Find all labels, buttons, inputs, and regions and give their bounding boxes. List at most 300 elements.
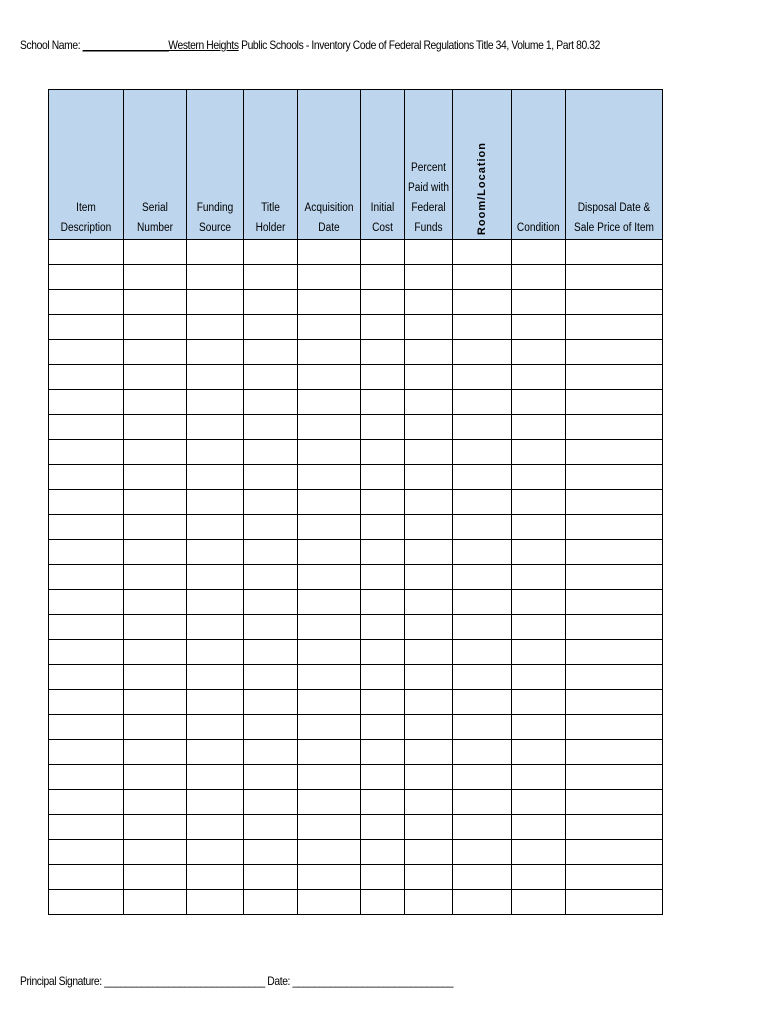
table-cell[interactable] xyxy=(244,765,298,790)
table-cell[interactable] xyxy=(512,390,566,415)
table-cell[interactable] xyxy=(49,890,124,915)
table-cell[interactable] xyxy=(124,340,187,365)
table-cell[interactable] xyxy=(512,490,566,515)
table-cell[interactable] xyxy=(361,790,405,815)
date-label: Date: xyxy=(264,974,293,988)
table-cell[interactable] xyxy=(453,365,512,390)
date-field[interactable]: ______________________________ xyxy=(292,974,454,988)
table-cell[interactable] xyxy=(512,615,566,640)
table-cell[interactable] xyxy=(187,440,244,465)
table-cell[interactable] xyxy=(512,315,566,340)
table-cell[interactable] xyxy=(124,465,187,490)
table-cell[interactable] xyxy=(405,590,453,615)
school-name-field[interactable]: ________________Western Heights xyxy=(82,38,239,52)
table-cell[interactable] xyxy=(361,290,405,315)
table-cell[interactable] xyxy=(124,790,187,815)
table-row xyxy=(49,415,663,440)
table-cell[interactable] xyxy=(187,865,244,890)
table-cell[interactable] xyxy=(124,415,187,440)
table-cell[interactable] xyxy=(298,790,361,815)
table-cell[interactable] xyxy=(566,765,663,790)
table-cell[interactable] xyxy=(512,890,566,915)
column-header-serial-number: Serial Number xyxy=(124,90,187,240)
table-cell[interactable] xyxy=(49,415,124,440)
table-cell[interactable] xyxy=(298,615,361,640)
table-cell[interactable] xyxy=(124,890,187,915)
table-cell[interactable] xyxy=(566,590,663,615)
table-cell[interactable] xyxy=(187,815,244,840)
table-cell[interactable] xyxy=(405,840,453,865)
table-cell[interactable] xyxy=(361,265,405,290)
table-cell[interactable] xyxy=(124,740,187,765)
table-cell[interactable] xyxy=(512,765,566,790)
table-cell[interactable] xyxy=(244,865,298,890)
table-cell[interactable] xyxy=(512,565,566,590)
table-cell[interactable] xyxy=(187,265,244,290)
table-cell[interactable] xyxy=(124,315,187,340)
table-cell[interactable] xyxy=(453,315,512,340)
table-cell[interactable] xyxy=(453,440,512,465)
table-cell[interactable] xyxy=(512,740,566,765)
table-cell[interactable] xyxy=(244,615,298,640)
table-cell[interactable] xyxy=(405,690,453,715)
table-cell[interactable] xyxy=(361,390,405,415)
table-cell[interactable] xyxy=(298,290,361,315)
table-cell[interactable] xyxy=(244,240,298,265)
table-cell[interactable] xyxy=(361,740,405,765)
table-cell[interactable] xyxy=(405,290,453,315)
table-cell[interactable] xyxy=(361,340,405,365)
table-cell[interactable] xyxy=(453,515,512,540)
table-cell[interactable] xyxy=(453,465,512,490)
table-cell[interactable] xyxy=(405,615,453,640)
table-cell[interactable] xyxy=(244,740,298,765)
table-cell[interactable] xyxy=(512,365,566,390)
table-cell[interactable] xyxy=(124,290,187,315)
table-cell[interactable] xyxy=(187,840,244,865)
table-cell[interactable] xyxy=(187,640,244,665)
table-cell[interactable] xyxy=(453,615,512,640)
table-cell[interactable] xyxy=(187,765,244,790)
table-cell[interactable] xyxy=(298,240,361,265)
table-cell[interactable] xyxy=(566,315,663,340)
table-cell[interactable] xyxy=(405,665,453,690)
table-cell[interactable] xyxy=(566,790,663,815)
table-cell[interactable] xyxy=(512,340,566,365)
table-cell[interactable] xyxy=(566,665,663,690)
table-cell[interactable] xyxy=(566,715,663,740)
table-cell[interactable] xyxy=(405,415,453,440)
table-cell[interactable] xyxy=(405,515,453,540)
table-cell[interactable] xyxy=(244,640,298,665)
table-cell[interactable] xyxy=(187,240,244,265)
table-cell[interactable] xyxy=(187,515,244,540)
table-cell[interactable] xyxy=(124,615,187,640)
table-cell[interactable] xyxy=(512,715,566,740)
table-cell[interactable] xyxy=(187,565,244,590)
table-cell[interactable] xyxy=(405,240,453,265)
table-cell[interactable] xyxy=(244,690,298,715)
table-cell[interactable] xyxy=(298,740,361,765)
table-cell[interactable] xyxy=(361,515,405,540)
table-cell[interactable] xyxy=(124,265,187,290)
table-cell[interactable] xyxy=(566,515,663,540)
table-cell[interactable] xyxy=(361,640,405,665)
table-row xyxy=(49,640,663,665)
table-cell[interactable] xyxy=(298,840,361,865)
table-cell[interactable] xyxy=(124,765,187,790)
table-cell[interactable] xyxy=(298,565,361,590)
table-cell[interactable] xyxy=(453,540,512,565)
table-cell[interactable] xyxy=(361,840,405,865)
table-cell[interactable] xyxy=(512,265,566,290)
table-cell[interactable] xyxy=(244,390,298,415)
table-cell[interactable] xyxy=(49,640,124,665)
table-cell[interactable] xyxy=(49,740,124,765)
table-cell[interactable] xyxy=(512,515,566,540)
table-cell[interactable] xyxy=(298,590,361,615)
table-cell[interactable] xyxy=(298,765,361,790)
table-cell[interactable] xyxy=(244,790,298,815)
table-cell[interactable] xyxy=(512,590,566,615)
table-cell[interactable] xyxy=(244,890,298,915)
table-cell[interactable] xyxy=(453,665,512,690)
table-cell[interactable] xyxy=(361,490,405,515)
table-cell[interactable] xyxy=(512,465,566,490)
table-cell[interactable] xyxy=(453,565,512,590)
table-cell[interactable] xyxy=(512,690,566,715)
table-cell[interactable] xyxy=(453,765,512,790)
table-cell[interactable] xyxy=(244,565,298,590)
table-cell[interactable] xyxy=(453,840,512,865)
table-cell[interactable] xyxy=(405,565,453,590)
table-cell[interactable] xyxy=(453,715,512,740)
column-header-funding-source: Funding Source xyxy=(187,90,244,240)
table-cell[interactable] xyxy=(361,815,405,840)
table-cell[interactable] xyxy=(49,440,124,465)
table-cell[interactable] xyxy=(566,815,663,840)
table-cell[interactable] xyxy=(453,240,512,265)
footer-line xyxy=(20,974,453,988)
table-cell[interactable] xyxy=(49,290,124,315)
table-cell[interactable] xyxy=(244,715,298,740)
table-cell[interactable] xyxy=(453,640,512,665)
table-cell[interactable] xyxy=(453,690,512,715)
table-cell[interactable] xyxy=(244,515,298,540)
table-cell[interactable] xyxy=(124,490,187,515)
table-cell[interactable] xyxy=(49,490,124,515)
table-cell[interactable] xyxy=(512,840,566,865)
table-cell[interactable] xyxy=(405,465,453,490)
table-cell[interactable] xyxy=(361,240,405,265)
table-cell[interactable] xyxy=(244,490,298,515)
table-cell[interactable] xyxy=(566,615,663,640)
table-cell[interactable] xyxy=(405,715,453,740)
table-cell[interactable] xyxy=(187,740,244,765)
table-cell[interactable] xyxy=(298,490,361,515)
table-cell[interactable] xyxy=(124,390,187,415)
table-cell[interactable] xyxy=(405,815,453,840)
table-cell[interactable] xyxy=(49,790,124,815)
table-cell[interactable] xyxy=(124,815,187,840)
table-cell[interactable] xyxy=(566,340,663,365)
table-cell[interactable] xyxy=(566,365,663,390)
table-cell[interactable] xyxy=(124,565,187,590)
table-cell[interactable] xyxy=(49,265,124,290)
table-cell[interactable] xyxy=(566,740,663,765)
table-cell[interactable] xyxy=(244,290,298,315)
principal-signature-field[interactable]: ______________________________ xyxy=(104,974,265,988)
table-cell[interactable] xyxy=(512,865,566,890)
table-cell[interactable] xyxy=(187,340,244,365)
table-cell[interactable] xyxy=(244,465,298,490)
table-cell[interactable] xyxy=(298,540,361,565)
table-cell[interactable] xyxy=(187,540,244,565)
table-cell[interactable] xyxy=(453,290,512,315)
table-cell[interactable] xyxy=(298,690,361,715)
table-cell[interactable] xyxy=(566,390,663,415)
table-cell[interactable] xyxy=(512,290,566,315)
table-cell[interactable] xyxy=(298,365,361,390)
table-cell[interactable] xyxy=(298,815,361,840)
table-cell[interactable] xyxy=(453,265,512,290)
table-cell[interactable] xyxy=(49,365,124,390)
table-cell[interactable] xyxy=(405,265,453,290)
table-cell[interactable] xyxy=(244,540,298,565)
table-cell[interactable] xyxy=(187,315,244,340)
table-cell[interactable] xyxy=(566,490,663,515)
table-cell[interactable] xyxy=(361,690,405,715)
table-cell[interactable] xyxy=(361,440,405,465)
table-cell[interactable] xyxy=(187,415,244,440)
table-cell[interactable] xyxy=(49,765,124,790)
table-cell[interactable] xyxy=(512,665,566,690)
column-header-disposal: Disposal Date & Sale Price of Item xyxy=(566,90,663,240)
table-cell[interactable] xyxy=(405,640,453,665)
table-row xyxy=(49,765,663,790)
table-cell[interactable] xyxy=(298,465,361,490)
table-row xyxy=(49,615,663,640)
table-cell[interactable] xyxy=(244,840,298,865)
table-cell[interactable] xyxy=(512,415,566,440)
table-cell[interactable] xyxy=(405,340,453,365)
table-cell[interactable] xyxy=(512,540,566,565)
table-cell[interactable] xyxy=(49,515,124,540)
table-cell[interactable] xyxy=(124,640,187,665)
table-cell[interactable] xyxy=(187,715,244,740)
table-cell[interactable] xyxy=(298,640,361,665)
table-cell[interactable] xyxy=(49,815,124,840)
table-row xyxy=(49,265,663,290)
table-cell[interactable] xyxy=(49,665,124,690)
table-cell[interactable] xyxy=(566,565,663,590)
table-cell[interactable] xyxy=(453,415,512,440)
table-cell[interactable] xyxy=(512,240,566,265)
table-cell[interactable] xyxy=(566,290,663,315)
table-cell[interactable] xyxy=(244,665,298,690)
table-cell[interactable] xyxy=(244,590,298,615)
header-line xyxy=(20,38,600,52)
table-cell[interactable] xyxy=(512,640,566,665)
table-cell[interactable] xyxy=(298,415,361,440)
table-cell[interactable] xyxy=(405,540,453,565)
table-cell[interactable] xyxy=(49,865,124,890)
table-cell[interactable] xyxy=(187,615,244,640)
table-cell[interactable] xyxy=(361,765,405,790)
table-cell[interactable] xyxy=(298,865,361,890)
table-cell[interactable] xyxy=(187,390,244,415)
table-row xyxy=(49,815,663,840)
table-cell[interactable] xyxy=(566,415,663,440)
table-cell[interactable] xyxy=(453,865,512,890)
table-cell[interactable] xyxy=(361,615,405,640)
table-row xyxy=(49,565,663,590)
table-cell[interactable] xyxy=(566,865,663,890)
table-row xyxy=(49,290,663,315)
table-cell[interactable] xyxy=(405,440,453,465)
table-cell[interactable] xyxy=(244,415,298,440)
column-header-title-holder: Title Holder xyxy=(244,90,298,240)
table-cell[interactable] xyxy=(124,590,187,615)
table-cell[interactable] xyxy=(405,890,453,915)
table-cell[interactable] xyxy=(566,265,663,290)
table-cell[interactable] xyxy=(49,615,124,640)
table-cell[interactable] xyxy=(361,540,405,565)
table-cell[interactable] xyxy=(187,290,244,315)
table-cell[interactable] xyxy=(405,365,453,390)
table-cell[interactable] xyxy=(49,590,124,615)
table-cell[interactable] xyxy=(124,540,187,565)
table-row xyxy=(49,840,663,865)
table-cell[interactable] xyxy=(405,865,453,890)
table-cell[interactable] xyxy=(361,415,405,440)
table-cell[interactable] xyxy=(512,440,566,465)
table-cell[interactable] xyxy=(566,690,663,715)
table-cell[interactable] xyxy=(244,365,298,390)
table-cell[interactable] xyxy=(405,765,453,790)
table-cell[interactable] xyxy=(244,815,298,840)
table-cell[interactable] xyxy=(49,840,124,865)
table-cell[interactable] xyxy=(566,840,663,865)
table-row xyxy=(49,690,663,715)
table-cell[interactable] xyxy=(361,865,405,890)
table-cell[interactable] xyxy=(566,640,663,665)
table-cell[interactable] xyxy=(124,840,187,865)
table-cell[interactable] xyxy=(244,440,298,465)
table-cell[interactable] xyxy=(405,390,453,415)
table-cell[interactable] xyxy=(453,790,512,815)
table-cell[interactable] xyxy=(187,890,244,915)
table-row xyxy=(49,865,663,890)
table-cell[interactable] xyxy=(298,665,361,690)
table-cell[interactable] xyxy=(298,715,361,740)
table-cell[interactable] xyxy=(453,590,512,615)
table-cell[interactable] xyxy=(49,465,124,490)
table-cell[interactable] xyxy=(49,240,124,265)
table-cell[interactable] xyxy=(244,315,298,340)
column-header-initial-cost: Initial Cost xyxy=(361,90,405,240)
table-cell[interactable] xyxy=(512,790,566,815)
table-cell[interactable] xyxy=(453,815,512,840)
table-cell[interactable] xyxy=(566,440,663,465)
table-cell[interactable] xyxy=(566,890,663,915)
table-cell[interactable] xyxy=(361,590,405,615)
table-cell[interactable] xyxy=(361,565,405,590)
table-cell[interactable] xyxy=(124,865,187,890)
table-cell[interactable] xyxy=(361,715,405,740)
table-cell[interactable] xyxy=(49,340,124,365)
table-cell[interactable] xyxy=(49,390,124,415)
table-cell[interactable] xyxy=(187,665,244,690)
table-row xyxy=(49,740,663,765)
inventory-table xyxy=(48,89,663,915)
table-cell[interactable] xyxy=(453,490,512,515)
table-cell[interactable] xyxy=(187,465,244,490)
table-cell[interactable] xyxy=(49,315,124,340)
table-cell[interactable] xyxy=(361,315,405,340)
table-cell[interactable] xyxy=(124,365,187,390)
table-cell[interactable] xyxy=(244,340,298,365)
header-title: Public Schools - Inventory Code of Federal Regulations Title 34, Volume 1, Part 80.32 xyxy=(238,38,601,52)
column-header-percent-federal: Percent Paid with Federal Funds xyxy=(405,90,453,240)
table-cell[interactable] xyxy=(187,365,244,390)
table-cell[interactable] xyxy=(512,815,566,840)
table-cell[interactable] xyxy=(453,390,512,415)
table-cell[interactable] xyxy=(49,565,124,590)
table-cell[interactable] xyxy=(298,515,361,540)
table-cell[interactable] xyxy=(244,265,298,290)
table-cell[interactable] xyxy=(453,890,512,915)
table-cell[interactable] xyxy=(49,540,124,565)
table-cell[interactable] xyxy=(453,740,512,765)
table-cell[interactable] xyxy=(187,790,244,815)
table-cell[interactable] xyxy=(453,340,512,365)
table-cell[interactable] xyxy=(566,240,663,265)
table-cell[interactable] xyxy=(298,340,361,365)
table-row xyxy=(49,465,663,490)
table-cell[interactable] xyxy=(187,590,244,615)
table-cell[interactable] xyxy=(566,465,663,490)
table-cell[interactable] xyxy=(405,490,453,515)
table-cell[interactable] xyxy=(124,690,187,715)
table-cell[interactable] xyxy=(361,465,405,490)
table-cell[interactable] xyxy=(49,715,124,740)
table-cell[interactable] xyxy=(361,890,405,915)
table-row xyxy=(49,240,663,265)
table-cell[interactable] xyxy=(298,890,361,915)
table-cell[interactable] xyxy=(49,690,124,715)
table-cell[interactable] xyxy=(124,240,187,265)
table-cell[interactable] xyxy=(187,690,244,715)
table-cell[interactable] xyxy=(361,365,405,390)
table-row xyxy=(49,790,663,815)
table-cell[interactable] xyxy=(298,390,361,415)
table-cell[interactable] xyxy=(124,515,187,540)
table-cell[interactable] xyxy=(405,740,453,765)
table-cell[interactable] xyxy=(298,265,361,290)
table-cell[interactable] xyxy=(566,540,663,565)
table-row xyxy=(49,590,663,615)
table-cell[interactable] xyxy=(405,315,453,340)
table-cell[interactable] xyxy=(124,715,187,740)
table-cell[interactable] xyxy=(298,440,361,465)
table-cell[interactable] xyxy=(298,315,361,340)
table-cell[interactable] xyxy=(361,665,405,690)
table-cell[interactable] xyxy=(124,665,187,690)
table-cell[interactable] xyxy=(187,490,244,515)
table-cell[interactable] xyxy=(405,790,453,815)
table-cell[interactable] xyxy=(124,440,187,465)
